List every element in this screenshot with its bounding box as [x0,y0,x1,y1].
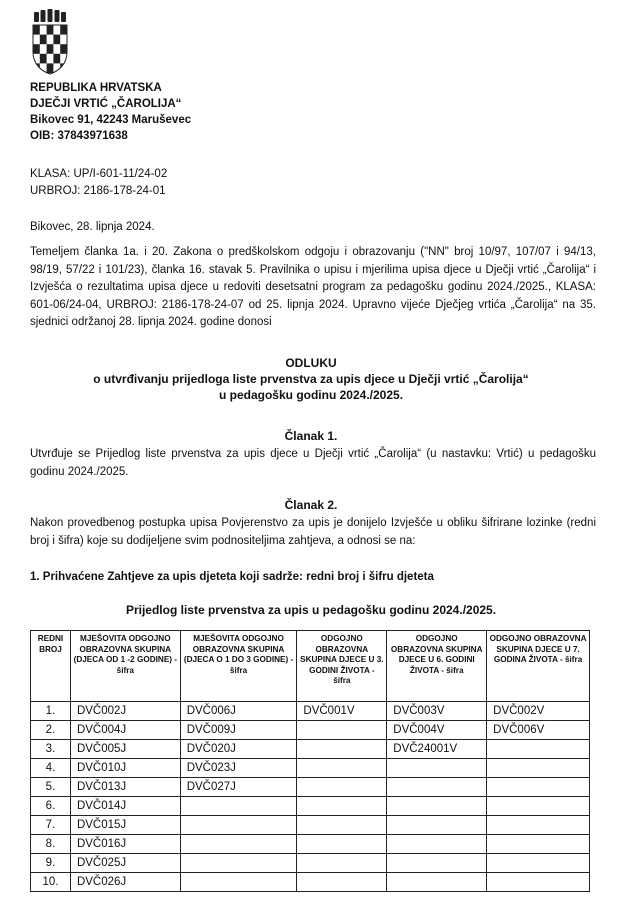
code-cell [297,835,387,854]
code-cell [297,797,387,816]
code-cell: DVČ006V [487,721,590,740]
code-cell [180,835,297,854]
row-number-cell: 2. [31,721,71,740]
table-row [31,797,590,816]
article1-text: Utvrđuje se Prijedlog liste prvenstva za upis djece u Dječji vrtić „Čarolija“ (u nastavku: Vrtić) u pedagošku godinu 2024./2025. [30,448,596,478]
code-cell [387,816,487,835]
table-row [31,721,590,740]
place-date: Bikovec, 28. lipnja 2024. [30,221,155,233]
col-header-age-3: ODGOJNO OBRAZOVNA SKUPINA DJECE U 3. GODINI ŽIVOTA - šifra [297,631,387,702]
table-header-row [31,631,590,702]
code-cell [297,721,387,740]
code-cell [180,854,297,873]
preamble: Temeljem članka 1a. i 20. Zakona o predškolskom odgoju i obrazovanju ("NN" broj 10/97, 107/07 i 94/13, 98/19, 57/22 i 101/23), članka 16. stavak 5. Pravilnika o upisu i mjerilima upisa djece u Dječji vrtić „Čarolija“ i Izvješća o rezultatima upisa djece u redoviti desetsatni program za pedagošku godinu 2024./2025., KLASA: 601-06/24-04, URBROJ: 2186-178-24-07 od 25. lipnja 2024. Upravno vijeće Dječjeg vrtića „Čarolija“ na 35. sjednici održanoj 28. lipnja 2024. godine donosi [30,246,596,328]
croatian-coat-of-arms [30,8,70,76]
code-cell [297,759,387,778]
code-cell [487,797,590,816]
code-cell [297,740,387,759]
col-header-age-6: ODGOJNO OBRAZOVNA SKUPINA DJECE U 6. GODINI ŽIVOTA - šifra [387,631,487,702]
code-cell: DVČ009J [180,721,297,740]
code-cell: DVČ010J [70,759,180,778]
code-cell [297,854,387,873]
code-cell [487,778,590,797]
code-cell [180,797,297,816]
code-cell [297,873,387,892]
code-cell [387,778,487,797]
code-cell: DVČ027J [180,778,297,797]
priority-list-table [30,630,590,892]
code-cell: DVČ016J [70,835,180,854]
issuer-block [30,80,191,144]
article2-heading: Članak 2. [284,498,338,512]
table-row [31,702,590,721]
code-cell: DVČ002J [70,702,180,721]
code-cell: DVČ026J [70,873,180,892]
article1-heading: Članak 1. [284,429,338,443]
code-cell: DVČ004V [387,721,487,740]
code-cell [297,778,387,797]
klasa: KLASA: UP/I-601-11/24-02 [30,168,168,180]
row-number-cell: 4. [31,759,71,778]
code-cell: DVČ023J [180,759,297,778]
code-cell [387,835,487,854]
code-cell: DVČ001V [297,702,387,721]
code-cell: DVČ013J [70,778,180,797]
col-header-mixed-1-2: MJEŠOVITA ODGOJNO OBRAZOVNA SKUPINA (DJECA OD 1 -2 GODINE) - šifra [70,631,180,702]
code-cell: DVČ002V [487,702,590,721]
table-row [31,873,590,892]
code-cell: DVČ005J [70,740,180,759]
table-row [31,854,590,873]
code-cell [387,873,487,892]
table-row [31,759,590,778]
code-cell [487,873,590,892]
code-cell: DVČ004J [70,721,180,740]
code-cell [487,759,590,778]
code-cell [387,797,487,816]
decision-subtitle: o utvrđivanju prijedloga liste prvenstva za upis djece u Dječji vrtić „Čarolija“ [93,372,529,386]
code-cell [487,854,590,873]
code-cell: DVČ003V [387,702,487,721]
article2-text: Nakon provedbenog postupka upisa Povjerenstvo za upis je donijelo Izvješće u obliku šifrirane lozinke (redni broj i šifra) koje su dodijeljene svim podnositeljima zahtjeva, a odnosi se na: [30,517,596,547]
row-number-cell: 8. [31,835,71,854]
code-cell [487,740,590,759]
issuer-country: REPUBLIKA HRVATSKA [30,82,162,94]
table-row [31,835,590,854]
issuer-oib: OIB: 37843971638 [30,130,128,142]
row-number-cell: 5. [31,778,71,797]
code-cell [387,854,487,873]
issuer-address: Bikovec 91, 42243 Maruševec [30,114,192,126]
code-cell [180,816,297,835]
urbroj: URBROJ: 2186-178-24-01 [30,185,166,197]
code-cell [387,759,487,778]
row-number-cell: 6. [31,797,71,816]
code-cell: DVČ014J [70,797,180,816]
code-cell [297,816,387,835]
code-cell [487,835,590,854]
row-number-cell: 7. [31,816,71,835]
code-cell [487,816,590,835]
table-title: Prijedlog liste prvenstva za upis u pedagošku godinu 2024./2025. [125,603,497,617]
code-cell: DVČ015J [70,816,180,835]
col-header-rb: REDNI BROJ [31,631,71,702]
row-number-cell: 10. [31,873,71,892]
issuer-name: DJEČJI VRTIĆ „ČAROLIJA“ [30,98,182,110]
code-cell: DVČ24001V [387,740,487,759]
row-number-cell: 1. [31,702,71,721]
code-cell [180,873,297,892]
table-row [31,778,590,797]
table-row [31,740,590,759]
code-cell: DVČ006J [180,702,297,721]
point1-heading: 1. Prihvaćene Zahtjeve za upis djeteta koji sadrže: redni broj i šifru djeteta [30,571,434,583]
col-header-mixed-1-3: MJEŠOVITA ODGOJNO OBRAZOVNA SKUPINA (DJECA O 1 DO 3 GODINE) - šifra [180,631,297,702]
row-number-cell: 9. [31,854,71,873]
table-row [31,816,590,835]
decision-title: ODLUKU [285,356,337,370]
code-cell: DVČ025J [70,854,180,873]
decision-subtitle-year: u pedagošku godinu 2024./2025. [218,388,404,402]
code-cell: DVČ020J [180,740,297,759]
row-number-cell: 3. [31,740,71,759]
col-header-age-7: ODGOJNO OBRAZOVNA SKUPINA DJECE U 7. GODINA ŽIVOTA - šifra [487,631,590,702]
